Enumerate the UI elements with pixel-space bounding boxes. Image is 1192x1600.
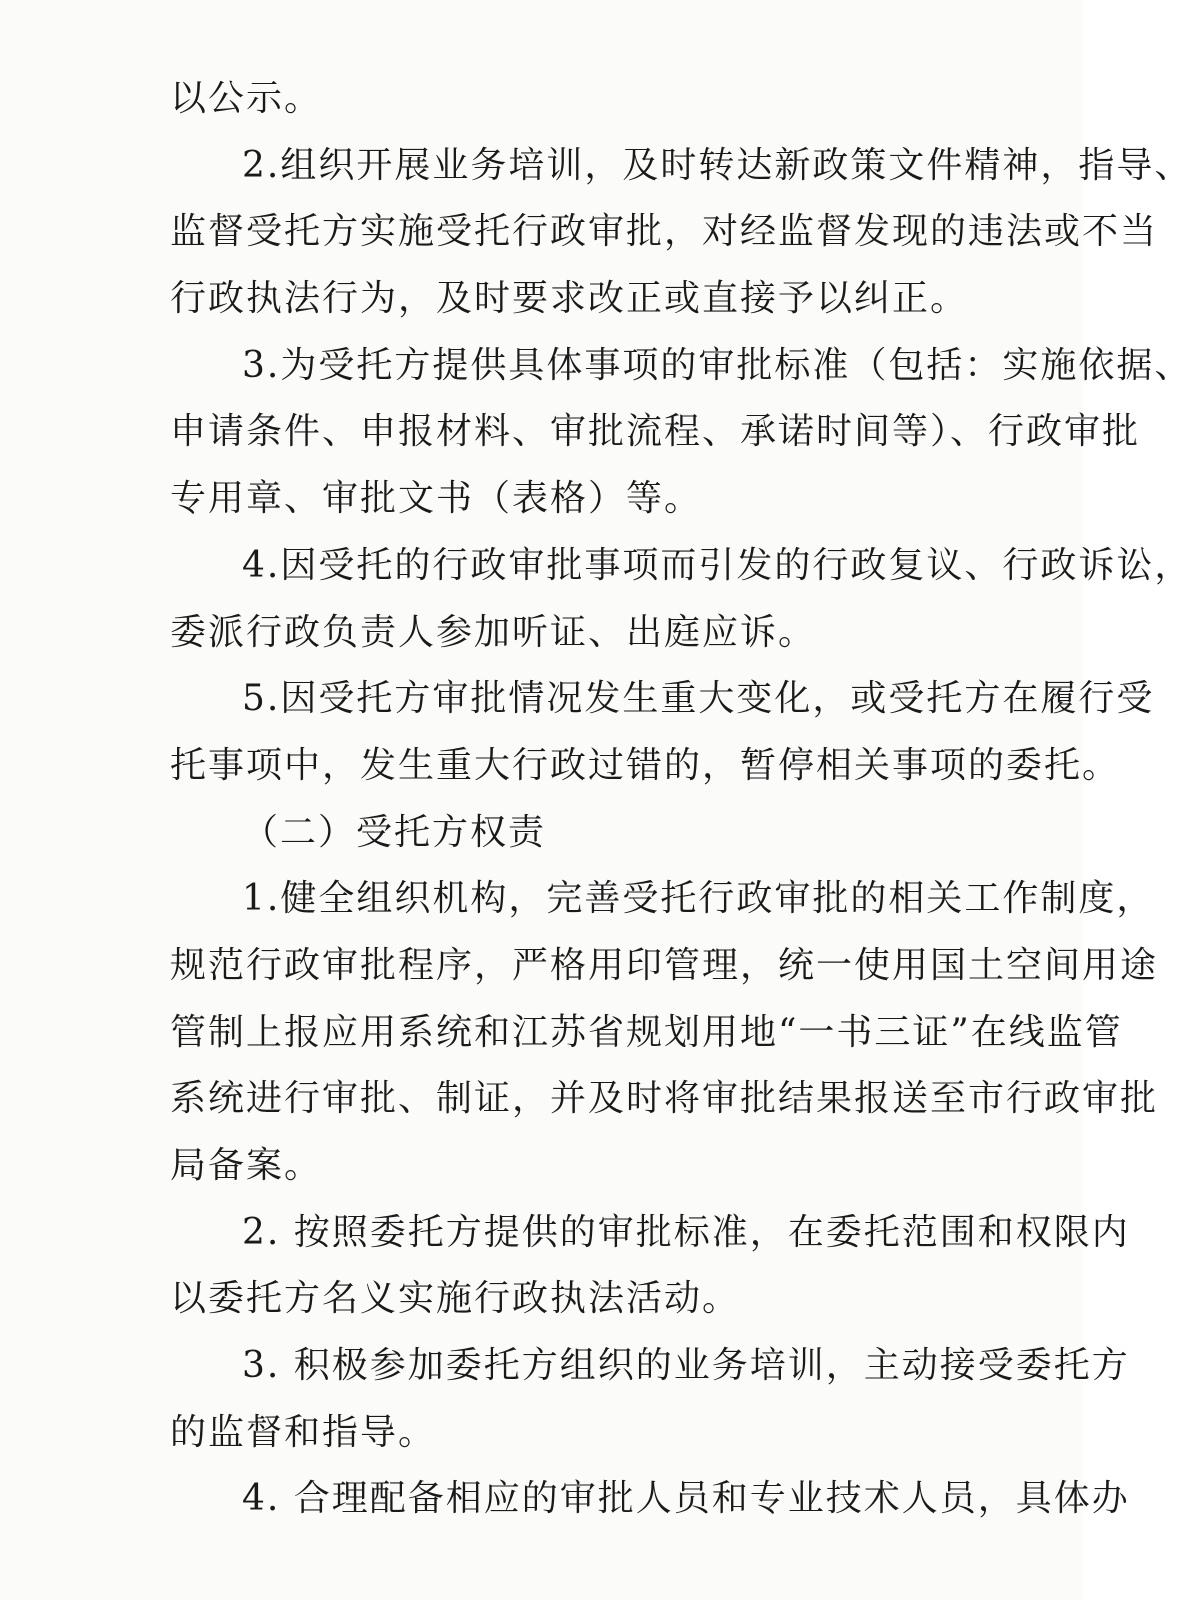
body-line: 系统进行审批、制证，并及时将审批结果报送至市行政审批 <box>170 1078 1159 1120</box>
body-line: 4. 合理配备相应的审批人员和专业技术人员，具体办 <box>242 1478 1130 1520</box>
body-line: 监督受托方实施受托行政审批，对经监督发现的违法或不当 <box>170 211 1159 253</box>
body-line: 2.组织开展业务培训，及时转达新政策文件精神，指导、 <box>242 144 1192 186</box>
body-line: 1.健全组织机构，完善受托行政审批的相关工作制度， <box>242 878 1155 920</box>
body-line: 行政执法行为，及时要求改正或直接予以纠正。 <box>170 278 969 320</box>
body-line: 专用章、审批文书（表格）等。 <box>170 478 703 520</box>
body-line: 5.因受托方审批情况发生重大变化，或受托方在履行受 <box>242 678 1155 720</box>
section-heading: （二）受托方权责 <box>242 811 547 853</box>
body-line: 委派行政负责人参加听证、出庭应诉。 <box>170 611 817 653</box>
body-line: 申请条件、申报材料、审批流程、承诺时间等）、行政审批 <box>170 411 1141 453</box>
body-line: 的监督和指导。 <box>170 1411 437 1453</box>
body-line: 2. 按照委托方提供的审批标准，在委托范围和权限内 <box>242 1211 1130 1253</box>
body-line: 以委托方名义实施行政执法活动。 <box>170 1278 741 1320</box>
body-line: 以公示。 <box>170 78 323 119</box>
body-line: 托事项中，发生重大行政过错的，暂停相关事项的委托。 <box>170 744 1121 786</box>
body-line: 管制上报应用系统和江苏省规划用地“一书三证”在线监管 <box>170 1011 1123 1053</box>
body-line: 3.为受托方提供具体事项的审批标准（包括：实施依据、 <box>242 344 1192 386</box>
body-line: 3. 积极参加委托方组织的业务培训，主动接受委托方 <box>242 1345 1130 1387</box>
document-body <box>170 66 1192 1533</box>
body-line: 局备案。 <box>170 1145 323 1186</box>
body-line: 规范行政审批程序，严格用印管理，统一使用国土空间用途 <box>170 944 1159 986</box>
body-line: 4.因受托的行政审批事项而引发的行政复议、行政诉讼， <box>242 544 1192 586</box>
